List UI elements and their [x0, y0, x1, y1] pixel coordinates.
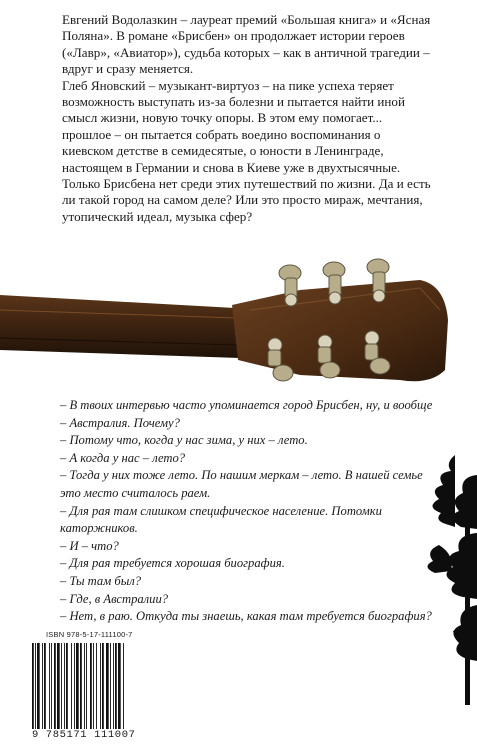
dialog-line: – Для рая там слишком специфическое население. Потомки каторжников.	[60, 503, 382, 536]
blurb-paragraph-2: Глеб Яновский – музыкант-виртуоз – на пике успеха теряет возможность выступать из-за болезни и пытается найти иной смысл жизни, новую точку опоры. В этом ему помогает... прошлое – он пытается собрать воедино воспоминания о киевском детстве в семидесятые, о юности в Ленинграде, настоящем в Германии и снова в Киеве уже в двухтысячные. Только Брисбена нет среди этих путешествий по жизни. Да и есть ли такой город на самом деле? Или это просто мираж, мечтания, утопический идеал, музыка сфер?	[62, 77, 431, 224]
barcode-digits: 9 785171 111007	[32, 729, 136, 741]
barcode	[30, 643, 156, 729]
back-cover-blurb	[62, 12, 432, 225]
dialog-line: – Где, в Австралии?	[60, 591, 169, 606]
blurb-paragraph-1: Евгений Водолазкин – лауреат премий «Большая книга» и «Ясная Поляна». В романе «Брисбен» он продолжает истории героев («Лавр», «Авиатор»), судьба которых – как в античной трагедии – вдруг и сразу меняется.	[62, 12, 431, 77]
dialog-line: – Для рая требуется хорошая биография.	[60, 556, 285, 571]
dialog-excerpt	[60, 397, 435, 626]
dialog-line: – И – что?	[60, 538, 119, 553]
dialog-line: – А когда у нас – лето?	[60, 450, 186, 465]
guitar-headstock-illustration	[0, 250, 477, 400]
dialog-line: – Тогда у них тоже лето. По нашим меркам – лето. В нашей семье это место считалось раем.	[60, 468, 423, 500]
dialog-line: – Потому что, когда у нас зима, у них – лето.	[60, 433, 308, 448]
dialog-line: – Ты там был?	[60, 573, 142, 588]
isbn-label: ISBN 978-5-17-111100-7	[46, 630, 133, 639]
dialog-line: – Нет, в раю. Откуда ты знаешь, какая там требуется биография?	[60, 609, 432, 624]
dialog-line: – В твоих интервью часто упоминается город Брисбен, ну, и вообще – Австралия. Почему?	[60, 398, 433, 430]
tree-silhouette-illustration	[415, 455, 477, 705]
